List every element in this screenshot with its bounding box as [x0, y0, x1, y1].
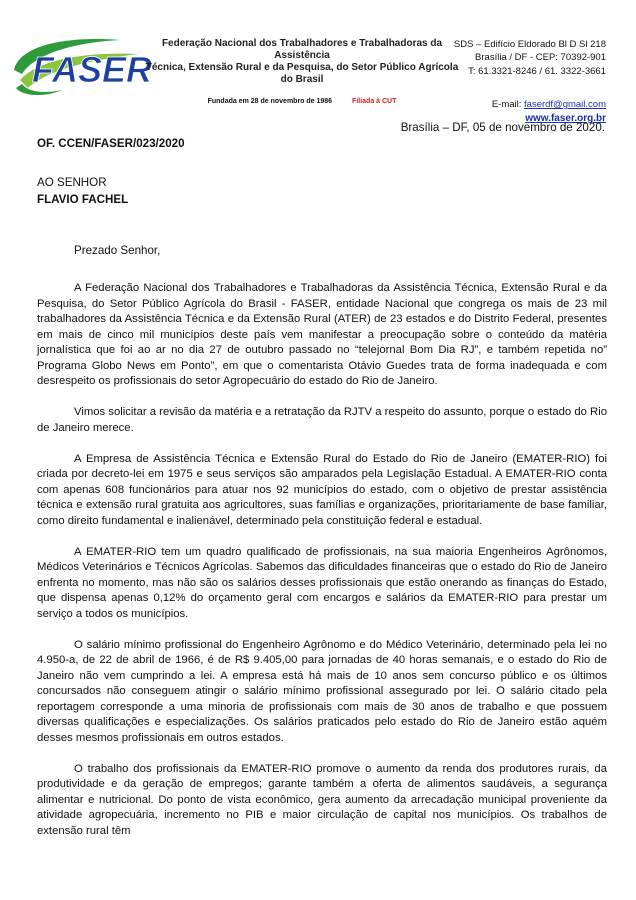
- email-link[interactable]: faserdf@gmail.com: [524, 99, 606, 111]
- contact-block: [454, 38, 606, 125]
- body-paragraph: Vimos solicitar a revisão da matéria e a retratação da RJTV a respeito do assunto, porque o estado do Rio de Janeiro merece.: [37, 406, 607, 434]
- logo-text: FASER: [32, 49, 153, 90]
- org-name-line1: Federação Nacional dos Trabalhadores e Trabalhadoras da Assistência: [161, 38, 443, 61]
- body-paragraph: A Federação Nacional dos Trabalhadores e Trabalhadoras da Assistência Técnica, Extensão Rural e da Pesquisa, do Setor Público Agrícola do Brasil - FASER, entidade Nacional que congrega os mais de 23 mil trabalhadores da Assistência Técnica e da Extensão Rural (ATER) de 23 estados e do Distrito Federal, presentes em mais de cinco mil municípios deste país vem manifestar a preocupação sobre o conteúdo da matéria jornalística que foi ao ar no dia 27 de outubro passado no “telejornal Bom Dia RJ”, e também repetida no” Programa Globo News em Ponto”, em que o comentarista Otávio Guedes trata de forma inadequada e com desrespeito os profissionais do setor Agropecuário do estado do Rio de Janeiro.: [37, 282, 607, 387]
- letter-body: [37, 281, 607, 855]
- phone-numbers: T: 61.3321-8246 / 61. 3322-3661: [468, 65, 606, 77]
- addressee-name: FLAVIO FACHEL: [37, 193, 129, 206]
- letter-reference: OF. CCEN/FASER/023/2020: [37, 137, 185, 150]
- org-founded-line: [143, 97, 461, 107]
- address-line1: SDS – Edifício Eldorado Bl D Sl 218: [453, 39, 606, 50]
- organization-header: [143, 38, 461, 107]
- salutation: Prezado Senhor,: [74, 244, 161, 257]
- website-link[interactable]: www.faser.org.br: [525, 112, 606, 124]
- body-paragraph: A Empresa de Assistência Técnica e Extensão Rural do Estado do Rio de Janeiro (EMATER-RIO) foi criada por decreto-lei em 1975 e seus serviços são amparados pela Legislação Estadual. A EMATER-RIO conta com apenas 608 funcionários para atuar nos 92 municípios do estado, com o objetivo de prestar assistência técnica e extensão rural gratuita aos agricultores, suas famílias e organizações, prioritariamente de base familiar, como direito fundamental e inalienável, determinado pela constituição federal e estadual.: [37, 452, 607, 527]
- faser-logo-graphic: [10, 30, 153, 100]
- faser-logo: [10, 30, 153, 100]
- body-paragraph: O salário mínimo profissional do Engenheiro Agrônomo e do Médico Veterinário, determinado pela lei no 4.950-a, de 22 de abril de 1966, é de R$ 9.405,00 para jornadas de 40 horas semanais, e o estado do Rio de Janeiro não vem cumprindo a lei. A empresa está há mais de 10 anos sem concurso público e os últimos concursados não conseguem atingir o salário mínimo profissional assegurado por lei. O salário citado pela reportagem corresponde a uma minoria de profissionais com mais de 30 anos de trabalho e que possuem diversas qualificações e especializações. Os salários praticados pelo estado do Rio de Janeiro estão aquém desses mesmos profissionais em outros estados.: [37, 638, 607, 744]
- email-label: E-mail:: [491, 99, 522, 111]
- affiliation: Filiada à CUT: [352, 98, 397, 105]
- body-paragraph: O trabalho dos profissionais da EMATER-RIO promove o aumento da renda dos produtores rurais, da produtividade e da geração de empregos; garante também a oferta de alimentos saudáveis, a segurança alimentar e nutricional. Do ponto de vista econômico, gera aumento da arrecadação municipal proveniente da atividade agropecuária, incremento no PIB e maior circulação de capital nos municípios. Os trabalhos de extensão rural têm: [37, 762, 607, 837]
- founded-date: Fundada em 28 de novembro de 1986: [207, 98, 333, 105]
- email-line: [454, 98, 606, 111]
- addressee-title: AO SENHOR: [37, 176, 107, 189]
- org-name-line2: Técnica, Extensão Rural e da Pesquisa, do Setor Público Agrícola do Brasil: [145, 62, 459, 85]
- body-paragraph: A EMATER-RIO tem um quadro qualificado de profissionais, na sua maioria Engenheiros Agrônomos, Médicos Veterinários e Técnicos Agrícolas. Sabemos das dificuldades financeiras que o estado do Rio de Janeiro enfrenta no momento, mas não são os salários desses profissionais que estão onerando as finanças do Estado, que dispensa apenas 0,12% do orçamento geral com encargos e salários da EMATER-RIO para prestar um serviço a todos os municípios.: [37, 545, 607, 620]
- address-line2: Brasília / DF - CEP: 70392-901: [475, 52, 606, 64]
- letter-date: Brasília – DF, 05 de novembro de 2020.: [400, 121, 605, 134]
